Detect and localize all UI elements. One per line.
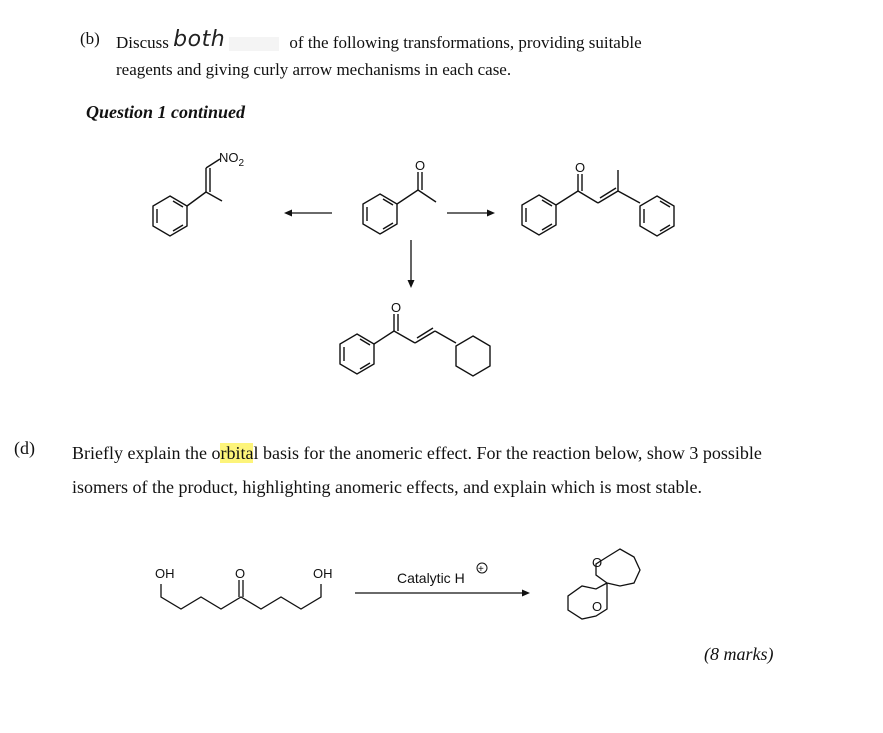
nitro-label: $NO_2$ [219,150,245,169]
enone-right-structure [522,170,674,236]
arrow-down [408,240,415,288]
part-d-question: Briefly explain the orbital basis for the anomeric effect. For the reaction below, show 3 possible isomers of the product, highlighting anomeric effects, and explain which is most stable. [72,443,762,497]
marks-label: (8 marks) [704,644,774,664]
reaction-arrowhead [522,590,530,597]
part-b-line1-rest: of the following transformations, providing suitable [289,33,642,52]
handwritten-annotation: both [173,27,226,52]
part-b-label: (b) [80,29,100,48]
part-b-line2: reagents and giving curly arrow mechanisms in each case. [116,60,512,79]
acetophenone-structure [363,172,436,234]
product-oxygen-top: O [592,555,603,570]
reactant-oh-right: OH [313,566,333,581]
reactant-oh-left: OH [155,566,175,581]
carbonyl-oxygen-bottom: O [391,300,402,315]
carbonyl-oxygen-right: O [575,160,586,175]
product-oxygen-bottom: O [592,599,603,614]
spiroketal-structure [568,549,640,619]
nitroalkene-structure [153,159,222,236]
question-heading: Question 1 continued [86,102,246,122]
highlighted-text: rbita [220,443,254,463]
positive-charge-symbol [477,563,487,575]
enone-cyclohexyl-structure [340,314,490,376]
arrow-right [447,210,495,217]
reactant-ketone-oxygen: O [235,566,246,581]
arrow-left [284,210,332,217]
diol-ketone-structure [161,580,321,609]
reagent-label: Catalytic H [397,570,465,586]
part-d-label: (d) [14,438,35,458]
svg-text:+: + [478,564,484,575]
reaction-scheme-d [0,540,883,650]
carbonyl-oxygen-center: O [415,158,426,173]
part-b-lead-word: Discuss [116,33,169,52]
